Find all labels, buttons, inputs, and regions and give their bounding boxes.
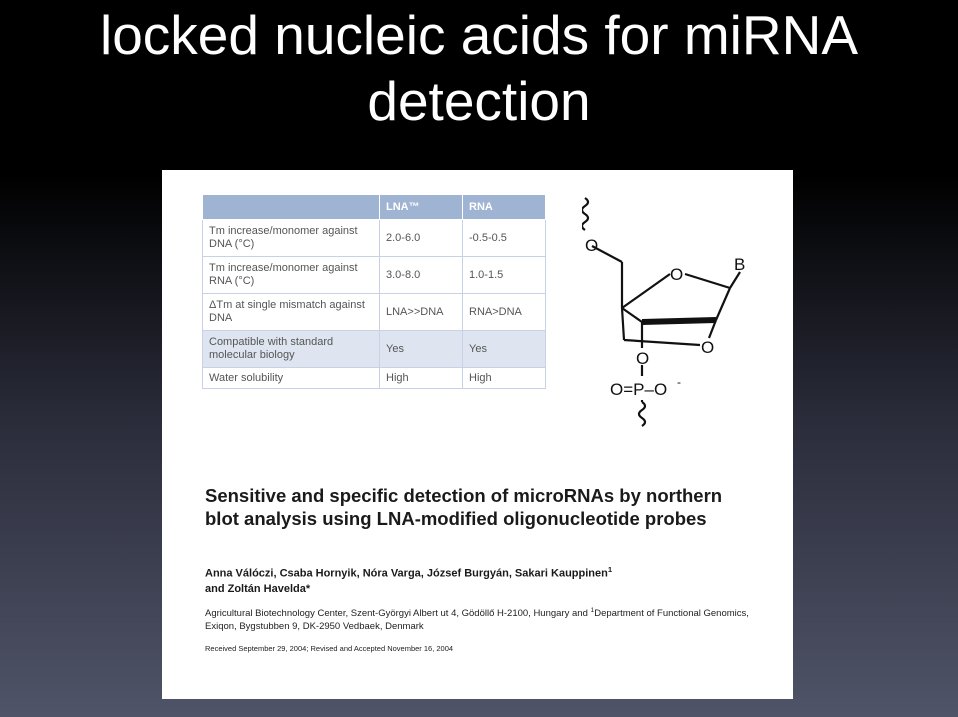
- paper-title: Sensitive and specific detection of microRNAs by northern blot analysis using LNA-modified oligonucleotide probes: [205, 485, 723, 529]
- table-cell-lna: LNA>>DNA: [380, 294, 463, 331]
- lna-comparison-table: [202, 194, 546, 389]
- bond-c3-c2-bold: [642, 320, 716, 322]
- affiliation-sup: 1: [590, 607, 595, 614]
- table-cell-rna: High: [463, 368, 546, 389]
- table-header-blank: [203, 195, 380, 220]
- paper-affiliation: [205, 604, 765, 633]
- authors-line2: and Zoltán Havelda*: [205, 582, 311, 595]
- table-cell-rna: 1.0-1.5: [463, 257, 546, 294]
- bond-bridge-o: [624, 340, 700, 345]
- table-cell-lna: 3.0-8.0: [380, 257, 463, 294]
- paper-received-date: Received September 29, 2004; Revised and Accepted November 16, 2004: [205, 644, 454, 653]
- bond-c4-c3: [622, 308, 642, 322]
- slide-title-line1: locked nucleic acids for miRNA: [99, 4, 859, 66]
- table-cell-property: Tm increase/monomer against RNA (°C): [203, 257, 380, 294]
- slide-title-line2: detection: [367, 70, 591, 132]
- affiliation-part2: Department of Functional Genomics, Exiqon, Bygstubben 9, DK-2950 Vedbaek, Denmark: [205, 608, 749, 633]
- table-header-lna: LNA™: [380, 195, 463, 220]
- table-header-row: [203, 195, 546, 220]
- paper-authors: [205, 562, 725, 597]
- bond-c4-o4: [622, 274, 670, 308]
- atom-o-top: O: [585, 236, 599, 255]
- atom-o-bridge: O: [701, 338, 715, 357]
- wavy-bond-bottom: [639, 402, 645, 426]
- figure-panel: [162, 170, 793, 699]
- bond-c1-c2: [716, 288, 730, 320]
- wavy-bond-top: [582, 198, 588, 230]
- table-cell-lna: Yes: [380, 331, 463, 368]
- table-row: [203, 331, 546, 368]
- table-row: [203, 257, 546, 294]
- table-cell-property: Tm increase/monomer against DNA (°C): [203, 220, 380, 257]
- atom-o-ring: O: [670, 265, 684, 284]
- table-row: [203, 368, 546, 389]
- table-cell-property: ΔTm at single mismatch against DNA: [203, 294, 380, 331]
- atom-b: B: [734, 255, 746, 274]
- table-row: [203, 220, 546, 257]
- table-cell-property: Compatible with standard molecular biology: [203, 331, 380, 368]
- table-cell-lna: High: [380, 368, 463, 389]
- table-cell-rna: RNA>DNA: [463, 294, 546, 331]
- lna-structure-diagram: [582, 190, 752, 435]
- table-cell-rna: Yes: [463, 331, 546, 368]
- affiliation-part1: Agricultural Biotechnology Center, Szent-Györgyi Albert ut 4, Gödöllő H-2100, Hungary and: [205, 608, 591, 620]
- bond-o4-c1: [685, 274, 730, 288]
- table-cell-property: Water solubility: [203, 368, 380, 389]
- table-cell-rna: -0.5-0.5: [463, 220, 546, 257]
- charge-minus: -: [677, 375, 681, 389]
- phosphate-group: O=P–O: [610, 380, 668, 399]
- authors-line1: Anna Válóczi, Csaba Hornyik, Nóra Varga, József Burgyán, Sakari Kauppinen: [205, 567, 608, 580]
- table-cell-lna: 2.0-6.0: [380, 220, 463, 257]
- bond-c4-bridge: [622, 308, 624, 340]
- table-header-rna: RNA: [463, 195, 546, 220]
- slide-title: [0, 0, 958, 134]
- authors-sup: 1: [607, 565, 613, 574]
- bond-c1-b: [730, 272, 740, 288]
- table-row: [203, 294, 546, 331]
- atom-o-phos: O: [636, 349, 650, 368]
